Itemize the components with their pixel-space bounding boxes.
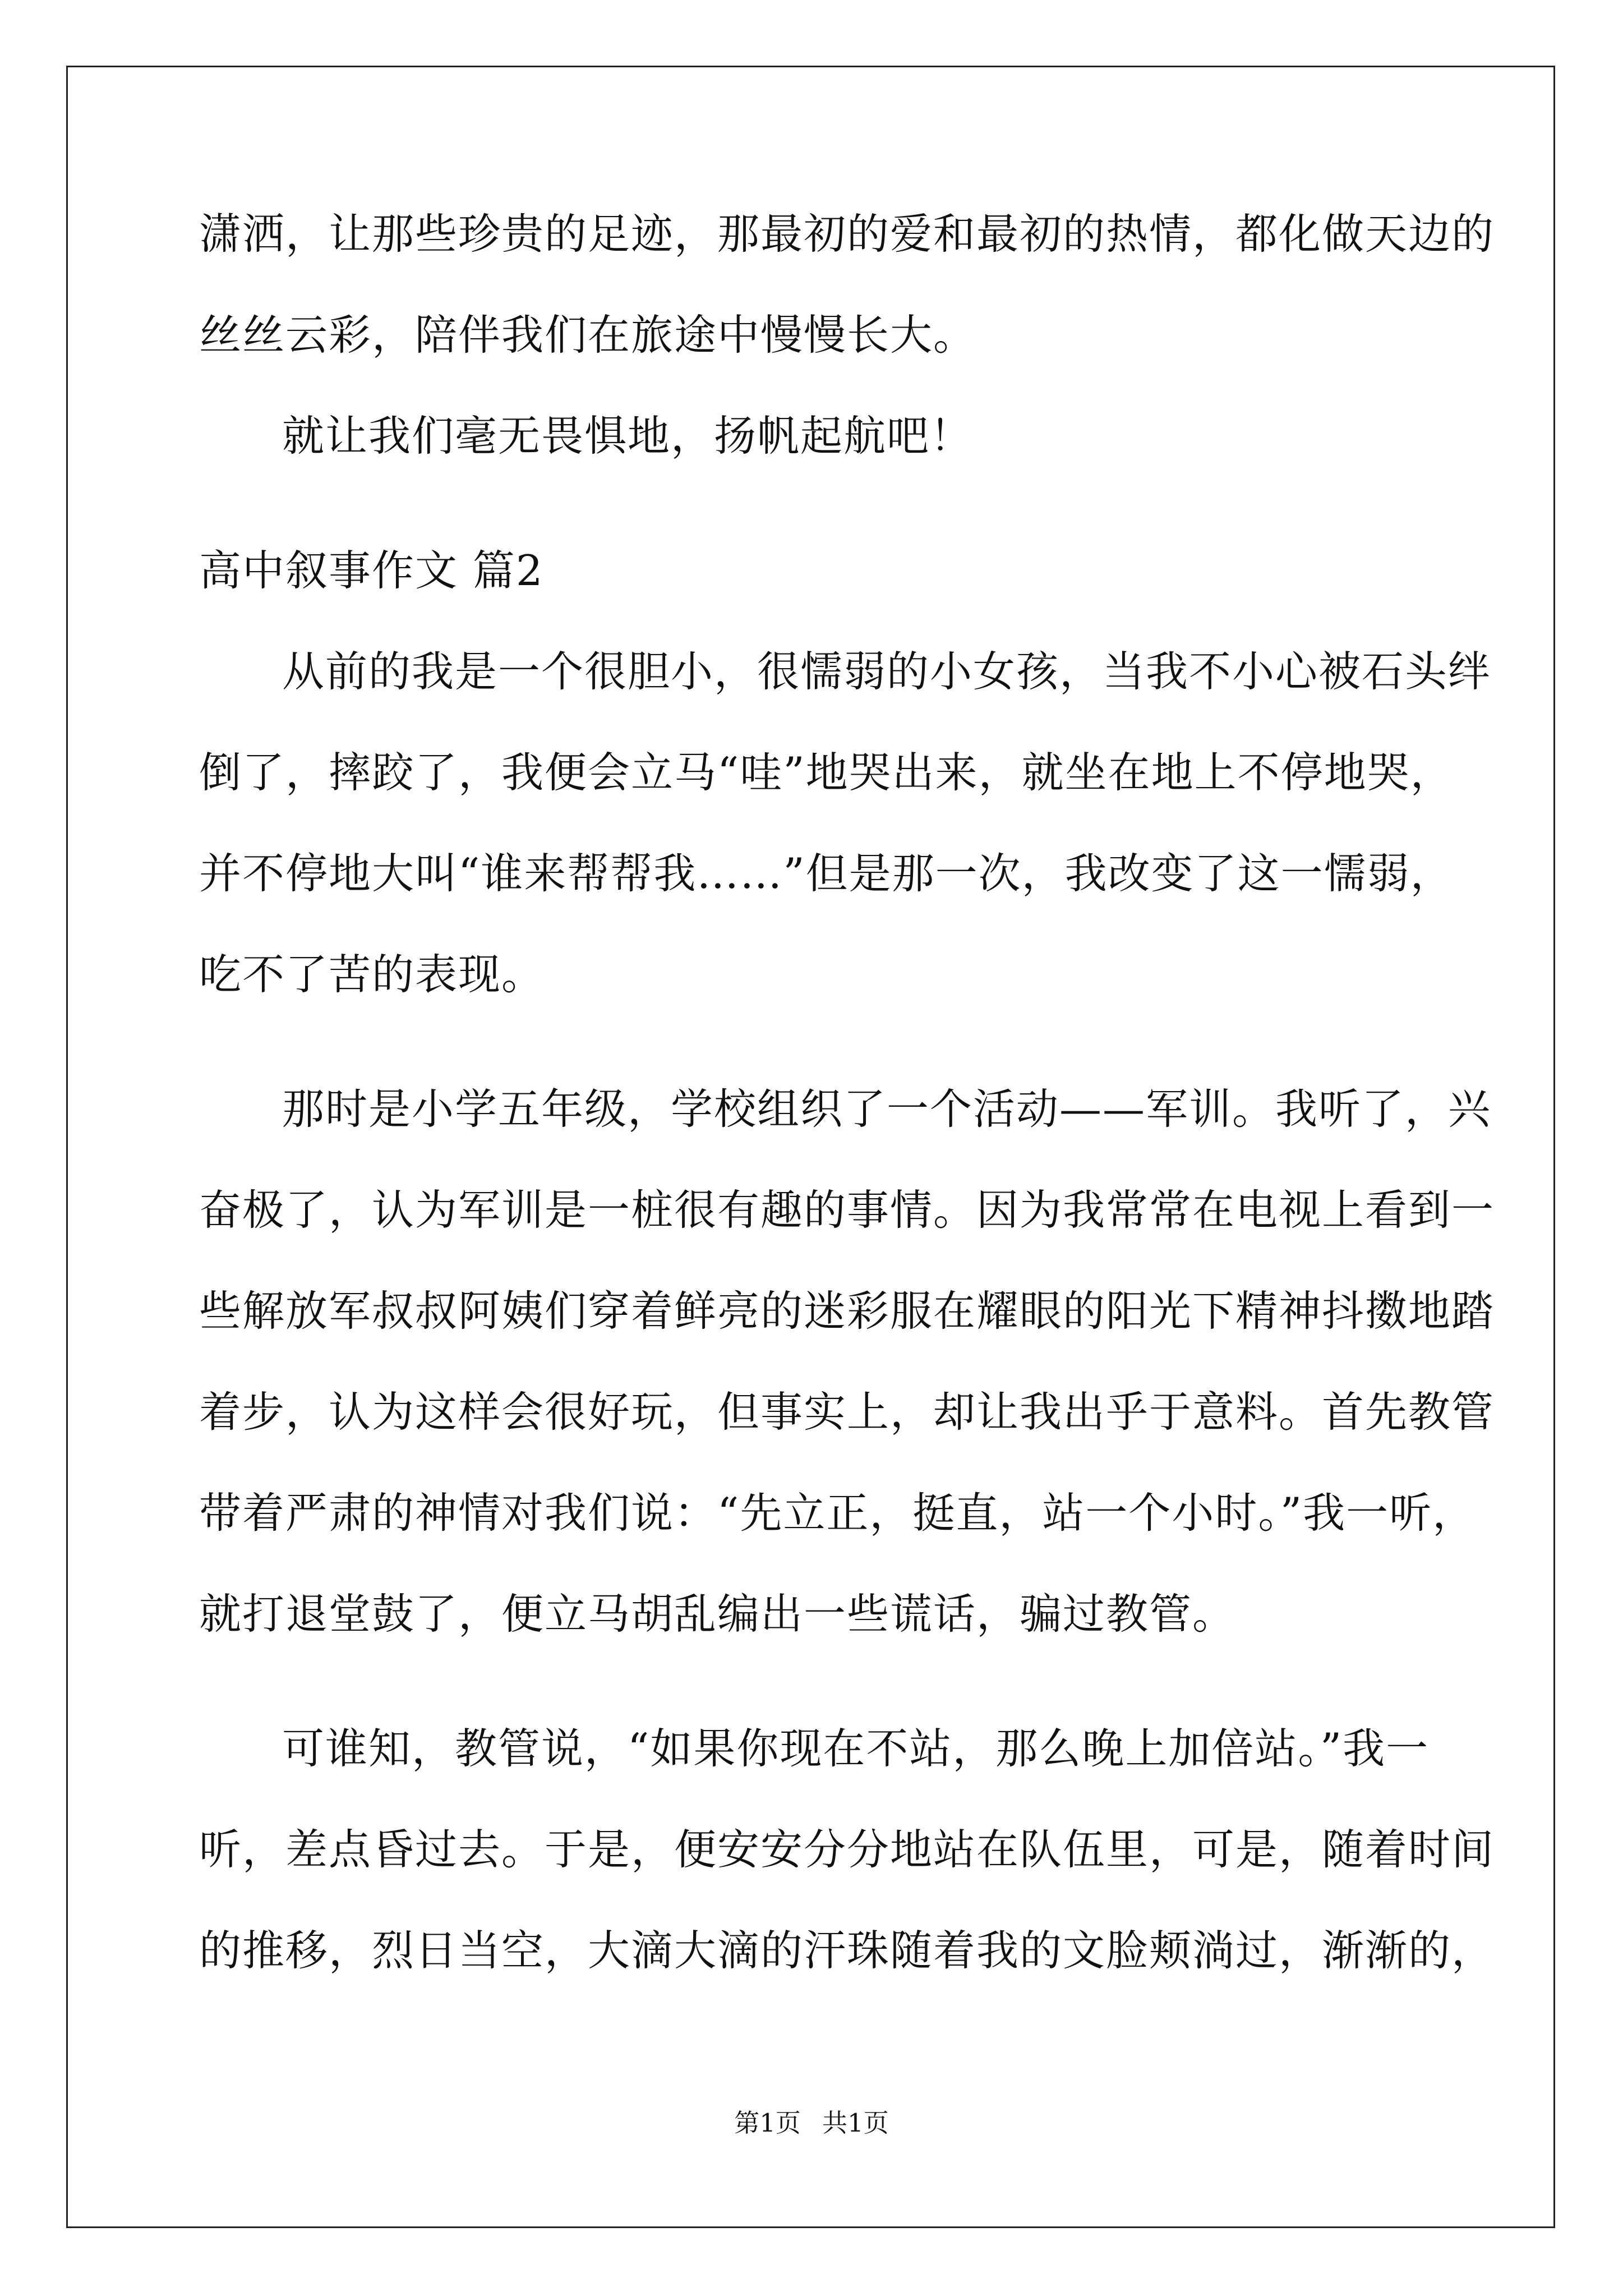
text-line-9: 那时是小学五年级，学校组织了一个活动——军训。我听了，兴 [282, 1084, 1492, 1134]
page-total: 共1页 [822, 2108, 889, 2138]
text-line-6: 倒了，摔跤了，我便会立马“哇”地哭出来，就坐在地上不停地哭， [199, 748, 1454, 797]
text-line-1: 潇洒，让那些珍贵的足迹，那最初的爱和最初的热情，都化做天边的 [199, 209, 1495, 259]
page-border [66, 66, 1555, 2228]
text-line-7: 并不停地大叫“谁来帮帮我……”但是那一次，我改变了这一懦弱， [199, 849, 1454, 898]
page-footer [0, 2110, 1623, 2136]
text-line-12: 着步，认为这样会很好玩，但事实上，却让我出乎于意料。首先教管 [199, 1387, 1495, 1437]
text-line-10: 奋极了，认为军训是一桩很有趣的事情。因为我常常在电视上看到一 [199, 1185, 1495, 1235]
text-line-5: 从前的我是一个很胆小，很懦弱的小女孩，当我不小心被石头绊 [282, 647, 1492, 696]
section-heading: 高中叙事作文 篇2 [199, 546, 544, 595]
text-line-2: 丝丝云彩，陪伴我们在旅途中慢慢长大。 [199, 310, 977, 360]
text-line-13: 带着严肃的神情对我们说：“先立正，挺直，站一个小时。”我一听， [199, 1488, 1476, 1538]
paragraph-closing-line: 就让我们毫无畏惧地，扬帆起航吧！ [282, 411, 974, 461]
text-line-11: 些解放军叔叔阿姨们穿着鲜亮的迷彩服在耀眼的阳光下精神抖擞地踏 [199, 1286, 1495, 1336]
text-line-17: 的推移，烈日当空，大滴大滴的汗珠随着我的文脸颊淌过，渐渐的， [199, 1926, 1495, 1975]
page-number: 第1页 [734, 2108, 801, 2138]
text-line-15: 可谁知，教管说，“如果你现在不站，那么晚上加倍站。”我一 [282, 1724, 1430, 1773]
text-line-8: 吃不了苦的表现。 [199, 950, 545, 999]
text-line-16: 听，差点昏过去。于是，便安安分分地站在队伍里，可是，随着时间 [199, 1825, 1495, 1874]
text-line-14: 就打退堂鼓了，便立马胡乱编出一些谎话，骗过教管。 [199, 1589, 1236, 1639]
